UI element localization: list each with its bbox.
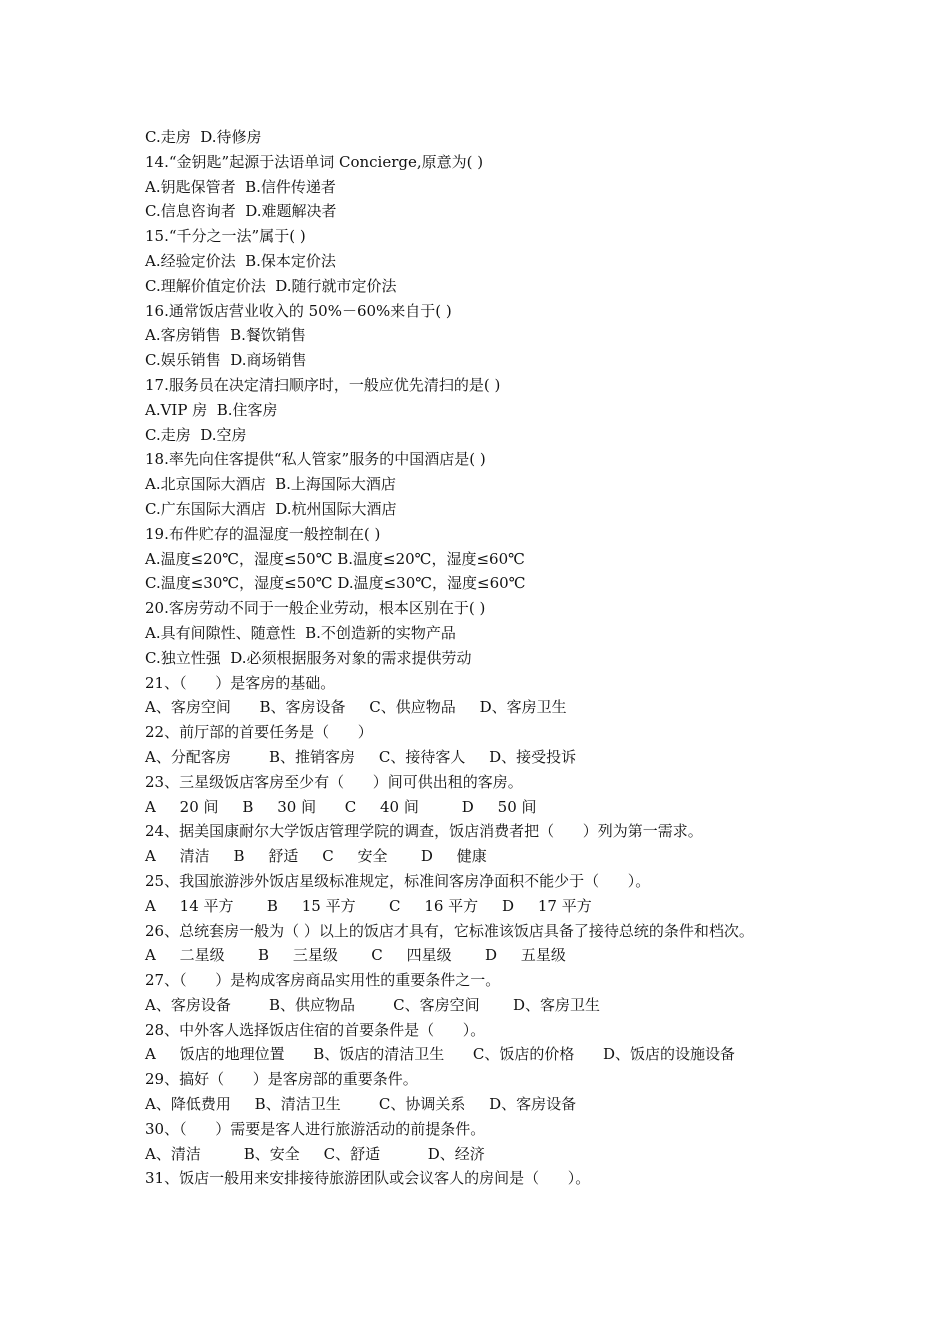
answer-options-line: A 清洁 B 舒适 C 安全 D 健康 <box>145 847 487 866</box>
question-17: 17.服务员在决定清扫顺序时，一般应优先清扫的是( ) <box>145 375 501 394</box>
answer-options-line: C.温度≤30℃，湿度≤50℃ D.温度≤30℃，湿度≤60℃ <box>145 574 526 593</box>
answer-options-line: A 饭店的地理位置 B、饭店的清洁卫生 C、饭店的价格 D、饭店的设施设备 <box>145 1045 736 1064</box>
question-20: 20.客房劳动不同于一般企业劳动，根本区别在于( ) <box>145 599 486 618</box>
answer-options-line: A 二星级 B 三星级 C 四星级 D 五星级 <box>145 946 566 965</box>
answer-options-line: C.广东国际大酒店 D.杭州国际大酒店 <box>145 499 397 518</box>
answer-options-line: C.独立性强 D.必须根据服务对象的需求提供劳动 <box>145 648 472 667</box>
question-14: 14.“金钥匙”起源于法语单词 Concierge,原意为( ) <box>145 152 484 171</box>
answer-options-line: A、客房设备 B、供应物品 C、客房空间 D、客房卫生 <box>145 995 601 1014</box>
answer-options-line: A、分配客房 B、推销客房 C、接待客人 D、接受投诉 <box>145 747 577 766</box>
answer-options-line: C.理解价值定价法 D.随行就市定价法 <box>145 276 397 295</box>
answer-options-line: A、清洁 B、安全 C、舒适 D、经济 <box>145 1144 485 1163</box>
answer-options-line: C.娱乐销售 D.商场销售 <box>145 351 307 370</box>
answer-options-line: A.钥匙保管者 B.信件传递者 <box>145 177 336 196</box>
question-25: 25、我国旅游涉外饭店星级标准规定，标准间客房净面积不能少于（ ）。 <box>145 871 651 890</box>
document-body <box>145 125 815 1191</box>
answer-options-line: A、客房空间 B、客房设备 C、供应物品 D、客房卫生 <box>145 698 567 717</box>
question-21: 21、（ ）是客房的基础。 <box>145 673 336 692</box>
answer-options-line: A.具有间隙性、随意性 B.不创造新的实物产品 <box>145 623 456 642</box>
answer-options-line: A 14 平方 B 15 平方 C 16 平方 D 17 平方 <box>145 896 592 915</box>
answer-options-line: C.走房 D.空房 <box>145 425 247 444</box>
question-26: 26、总统套房一般为（ ）以上的饭店才具有，它标准该饭店具备了接待总统的条件和档次。 <box>145 921 754 940</box>
answer-options-line: A.温度≤20℃，湿度≤50℃ B.温度≤20℃，湿度≤60℃ <box>145 549 525 568</box>
question-15: 15.“千分之一法”属于( ) <box>145 227 306 246</box>
question-22: 22、前厅部的首要任务是（ ） <box>145 723 373 742</box>
answer-options-line: A.VIP 房 B.住客房 <box>145 400 278 419</box>
question-18: 18.率先向住客提供“私人管家”服务的中国酒店是( ) <box>145 450 486 469</box>
answer-options-line: A.经验定价法 B.保本定价法 <box>145 251 336 270</box>
question-30: 30、（ ）需要是客人进行旅游活动的前提条件。 <box>145 1119 486 1138</box>
question-31: 31、饭店一般用来安排接待旅游团队或会议客人的房间是（ ）。 <box>145 1169 591 1188</box>
answer-options-line: A 20 间 B 30 间 C 40 间 D 50 间 <box>145 797 537 816</box>
answer-options-line: A.客房销售 B.餐饮销售 <box>145 326 306 345</box>
question-19: 19.布件贮存的温湿度一般控制在( ) <box>145 524 381 543</box>
question-28: 28、中外客人选择饭店住宿的首要条件是（ ）。 <box>145 1020 486 1039</box>
answer-options-line: C.信息咨询者 D.难题解决者 <box>145 202 337 221</box>
question-16: 16.通常饭店营业收入的 50%－60%来自于( ) <box>145 301 452 320</box>
question-23: 23、三星级饭店客房至少有（ ）间可供出租的客房。 <box>145 772 523 791</box>
question-24: 24、据美国康耐尔大学饭店管理学院的调查，饭店消费者把（ ）列为第一需求。 <box>145 822 703 841</box>
answer-options-line: C.走房 D.待修房 <box>145 128 262 146</box>
answer-options-line: A、降低费用 B、清洁卫生 C、协调关系 D、客房设备 <box>145 1095 577 1114</box>
question-29: 29、搞好（ ）是客房部的重要条件。 <box>145 1070 418 1089</box>
answer-options-line: A.北京国际大酒店 B.上海国际大酒店 <box>145 475 396 494</box>
question-27: 27、（ ）是构成客房商品实用性的重要条件之一。 <box>145 971 501 990</box>
